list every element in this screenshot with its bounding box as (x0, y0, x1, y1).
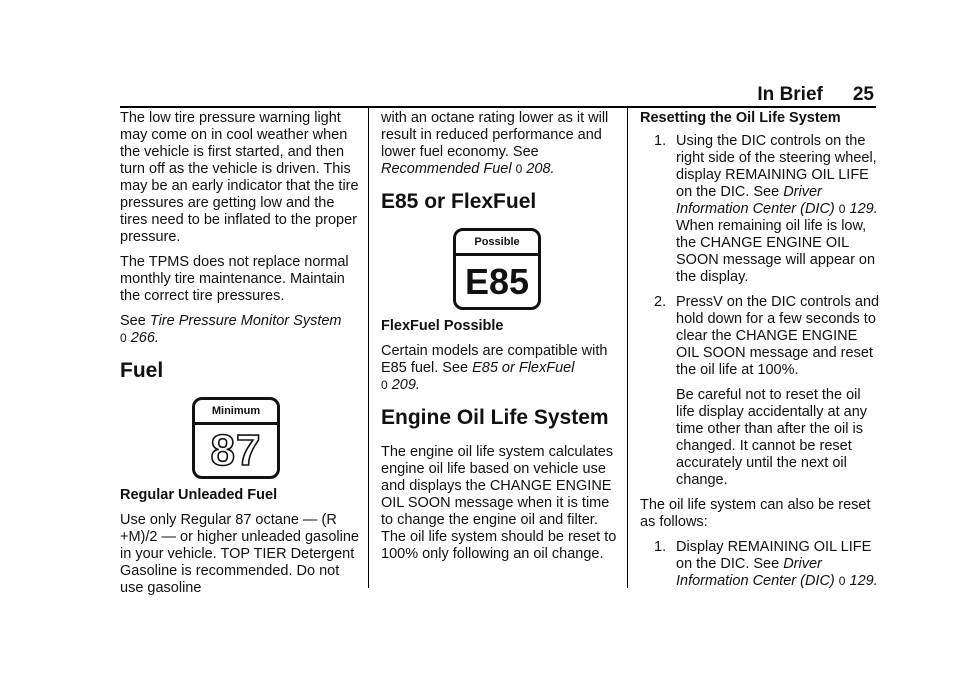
paragraph: The TPMS does not replace normal monthly tire maintenance. Maintain the correct tire pressures. (120, 254, 349, 304)
figure-caption: Regular Unleaded Fuel (120, 487, 278, 503)
page-ref[interactable]: 208. (526, 161, 555, 177)
check-icon: V (713, 294, 723, 310)
arrow-icon: 0 (381, 378, 388, 392)
section-heading: Engine Oil Life System (381, 406, 609, 429)
list-item: 1. Display REMAINING OIL LIFE on the DIC. See Driver Information Center (DIC) 0 129. (654, 539, 878, 589)
reference-link[interactable]: Driver Information Center (DIC) (676, 184, 835, 217)
see-reference: See Tire Pressure Monitor System 0 266. (120, 313, 342, 346)
page-ref[interactable]: 129. (849, 201, 878, 217)
e85-label-icon: Possible E85 (453, 228, 541, 310)
page-number: 25 (852, 84, 874, 105)
page-ref[interactable]: 129. (849, 573, 878, 589)
arrow-icon: 0 (120, 331, 127, 345)
header-rule (120, 106, 876, 108)
paragraph: The engine oil life system calculates engine oil life based on vehicle use and displays the CHANGE ENGINE OIL SOON message when it is time to change the engine oil and filter. The oil life system should be reset to 100% only following an oil change. (381, 444, 617, 562)
note: Be careful not to reset the oil life display accidentally at any time other than after the oil is changed. It cannot be reset accurately until the next oil change. (676, 387, 868, 488)
column-divider (627, 108, 628, 588)
column-2 (381, 110, 621, 571)
column-1 (120, 110, 360, 605)
reference-link[interactable]: E85 or FlexFuel (472, 360, 575, 376)
list-item: 1. Using the DIC controls on the right side of the steering wheel, display REMAINING OIL LIFE on the DIC. See Driver Information Center (DIC) 0 129. When remaining oil life is low, the CHANGE ENGINE OIL SOON message will appear on the display. (654, 133, 878, 285)
fuel-87-label-icon: Minimum 87 (192, 397, 280, 479)
section-title: In Brief (757, 84, 823, 105)
list-item: 2. PressV on the DIC controls and hold down for a few seconds to clear the CHANGE ENGINE OIL SOON message and reset the oil life at 100%. Be careful not to reset the oil life display accidentally at any time other than after the oil is changed. It cannot be reset accurately until the next oil change. (654, 294, 880, 488)
reference-link[interactable]: Driver Information Center (DIC) (676, 556, 835, 589)
figure-caption: FlexFuel Possible (381, 318, 504, 334)
paragraph: with an octane rating lower as it will result in reduced performance and lower fuel economy. See Recommended Fuel 0 208. (381, 110, 609, 177)
section-heading: Fuel (120, 359, 164, 382)
paragraph: Certain models are compatible with E85 fuel. See E85 or FlexFuel 0 209. (381, 343, 608, 393)
column-divider (368, 108, 369, 588)
page-ref[interactable]: 266. (130, 330, 159, 346)
arrow-icon: 0 (838, 574, 846, 588)
subheading: Resetting the Oil Life System (640, 110, 841, 126)
page-ref[interactable]: 209. (391, 377, 420, 393)
arrow-icon: 0 (838, 202, 846, 216)
arrow-icon: 0 (515, 162, 523, 176)
reference-link[interactable]: Recommended Fuel (381, 161, 512, 177)
steps-list (640, 133, 880, 489)
page-header (757, 84, 874, 106)
paragraph: Use only Regular 87 octane — (R +M)/2 — or higher unleaded gasoline in your vehicle. TOP TIER Detergent Gasoline is recommended. Do not use gasoline (120, 512, 359, 596)
section-heading: E85 or FlexFuel (381, 190, 537, 213)
reference-link[interactable]: Tire Pressure Monitor System (149, 313, 342, 329)
column-3 (640, 110, 880, 598)
paragraph: The oil life system can also be reset as follows: (640, 497, 871, 530)
paragraph: The low tire pressure warning light may come on in cool weather when the vehicle is first started, and then turn off as the vehicle is driven. This may be an early indicator that the tire pressures are getting low and the tires need to be inflated to the proper pressure. (120, 110, 359, 245)
steps-list (640, 539, 880, 590)
